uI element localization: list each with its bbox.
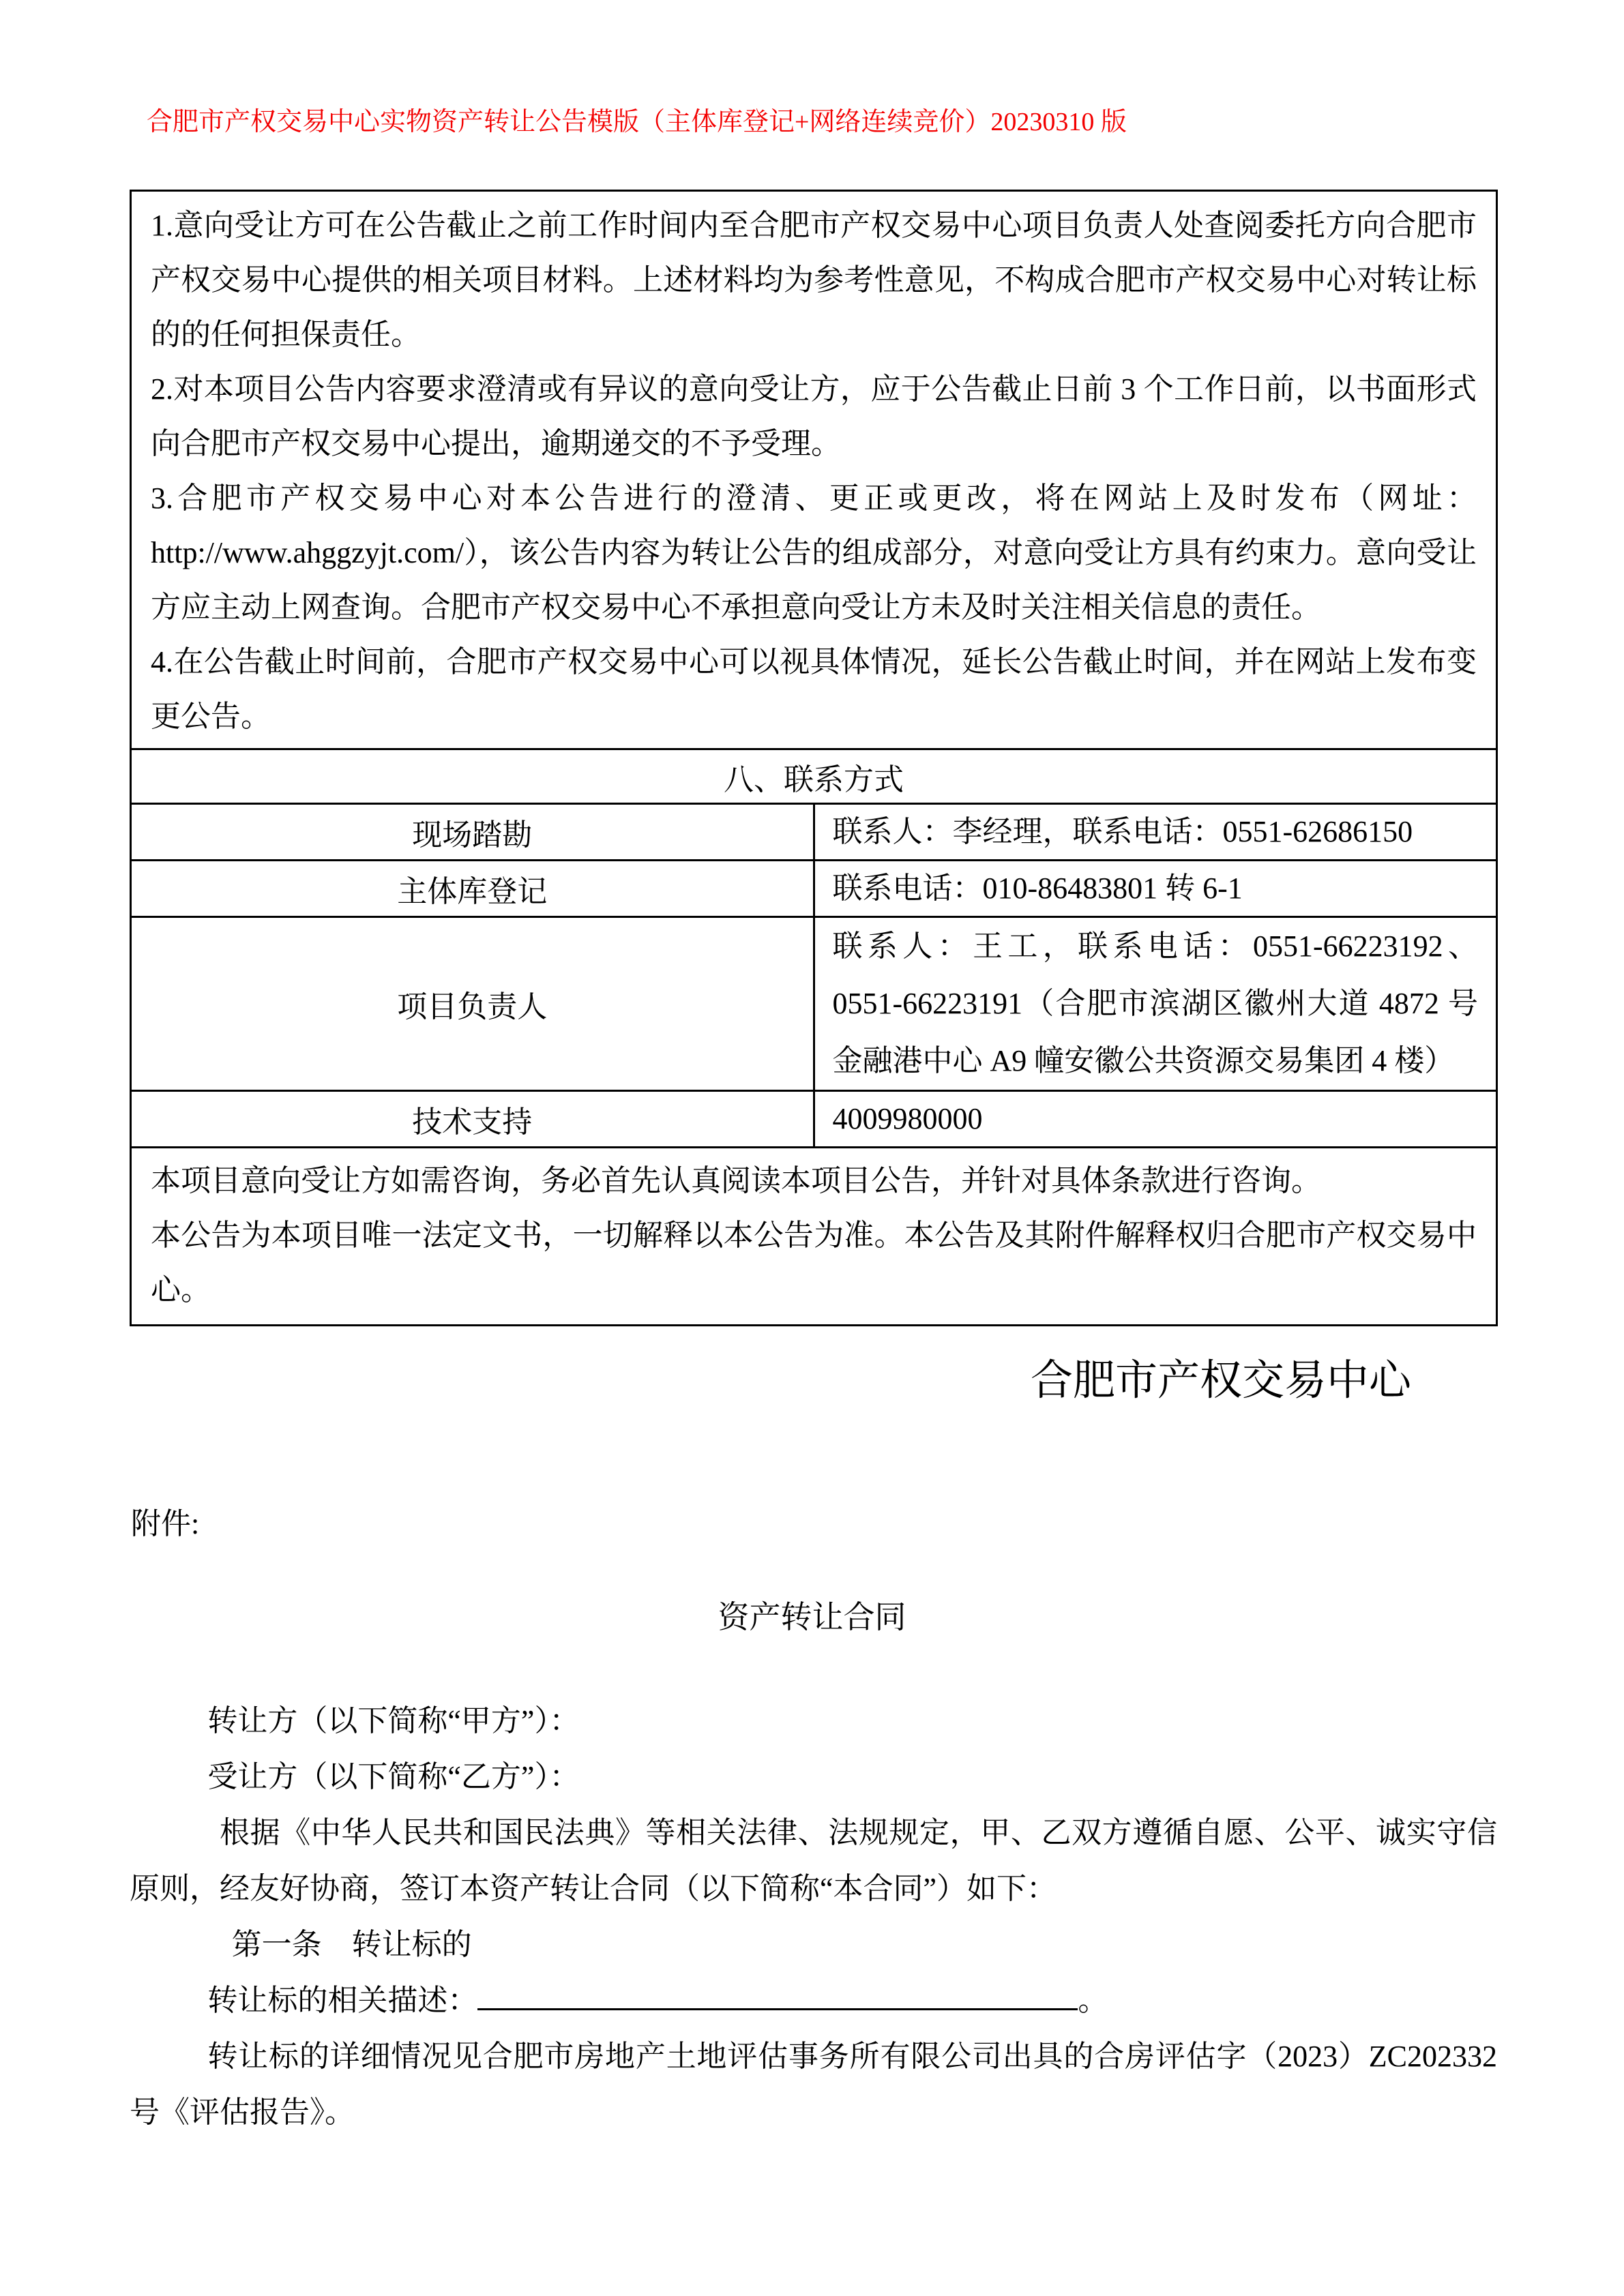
contract-party-b: 受让方（以下简称“乙方”）： xyxy=(207,1760,580,1793)
contact-section-title: 八、联系方式 xyxy=(131,749,1497,804)
contact-value-site-survey: 联系人：李经理，联系电话：0551-62686150 xyxy=(814,804,1497,861)
clauses-cell xyxy=(131,191,1497,749)
contract-detail: 转让标的详细情况见合肥市房地产土地评估事务所有限公司出具的合房评估字（2023）ZC202332 号《评估报告》。 xyxy=(130,2040,1497,2129)
template-version-note: 合肥市产权交易中心实物资产转让公告模版（主体库登记+网络连续竞价）20230310 版 xyxy=(147,108,1127,136)
issuer-signature: 合肥市产权交易中心 xyxy=(1030,1358,1411,1404)
contract-article1-heading: 第一条 转让标的 xyxy=(231,1928,472,1961)
table-row xyxy=(131,1091,1497,1148)
clause-3: 3.合肥市产权交易中心对本公告进行的澄清、更正或更改，将在网站上及时发布（网址：http://www.ahggzyjt.com/），该公告内容为转让公告的组成部分，对意向受让方具有约束力。意向受让方应主动上网查询。合肥市产权交易中心不承担意向受让方未及时关注相关信息的责任。 xyxy=(151,481,1477,624)
contract-basis: 根据《中华人民共和国民法典》等相关法律、法规规定，甲、乙双方遵循自愿、公平、诚实守信原则，经友好协商，签订本资产转让合同（以下简称“本合同”）如下： xyxy=(130,1816,1497,1905)
notice-box xyxy=(130,190,1498,1326)
contract-party-a: 转让方（以下简称“甲方”）： xyxy=(207,1704,580,1738)
clause-1: 1.意向受让方可在公告截止之前工作时间内至合肥市产权交易中心项目负责人处查阅委托方向合肥市产权交易中心提供的相关项目材料。上述材料均为参考性意见，不构成合肥市产权交易中心对转让标的的任何担保责任。 xyxy=(151,209,1477,351)
notes-cell xyxy=(131,1148,1497,1326)
note-consult: 本项目意向受让方如需咨询，务必首先认真阅读本项目公告，并针对具体条款进行咨询。 xyxy=(151,1164,1321,1197)
contract-body xyxy=(130,1693,1497,2141)
note-legal: 本公告为本项目唯一法定文书，一切解释以本公告为准。本公告及其附件解释权归合肥市产权交易中心。 xyxy=(151,1219,1477,1307)
table-row xyxy=(131,917,1497,1091)
description-suffix: 。 xyxy=(1078,1984,1108,2017)
description-blank-field xyxy=(477,1976,1078,2010)
notes-row xyxy=(131,1148,1497,1326)
description-prefix: 转让标的相关描述： xyxy=(207,1984,478,2017)
clause-2: 2.对本项目公告内容要求澄清或有异议的意向受让方，应于公告截止日前 3 个工作日前，以书面形式向合肥市产权交易中心提出，逾期递交的不予受理。 xyxy=(151,372,1477,460)
contract-description-line xyxy=(130,1973,1497,2029)
contract-title: 资产转让合同 xyxy=(718,1600,906,1635)
clauses-row xyxy=(131,191,1497,749)
attachment-label: 附件: xyxy=(131,1507,200,1540)
contact-value-project-manager: 联系人：王工，联系电话：0551-66223192、0551-66223191（合肥市滨湖区徽州大道 4872 号金融港中心 A9 幢安徽公共资源交易集团 4 楼） xyxy=(814,917,1497,1091)
contact-label-site-survey: 现场踏勘 xyxy=(131,804,814,861)
contact-value-registry: 联系电话：010-86483801 转 6-1 xyxy=(814,861,1497,917)
table-row xyxy=(131,861,1497,917)
contact-label-registry: 主体库登记 xyxy=(131,861,814,917)
clause-4: 4.在公告截止时间前，合肥市产权交易中心可以视具体情况，延长公告截止时间，并在网站上发布变更公告。 xyxy=(151,645,1477,733)
contact-label-project-manager: 项目负责人 xyxy=(131,917,814,1091)
contact-section-header-row xyxy=(131,749,1497,804)
contact-label-tech-support: 技术支持 xyxy=(131,1091,814,1148)
table-row xyxy=(131,804,1497,861)
contact-value-tech-support: 4009980000 xyxy=(814,1091,1497,1148)
